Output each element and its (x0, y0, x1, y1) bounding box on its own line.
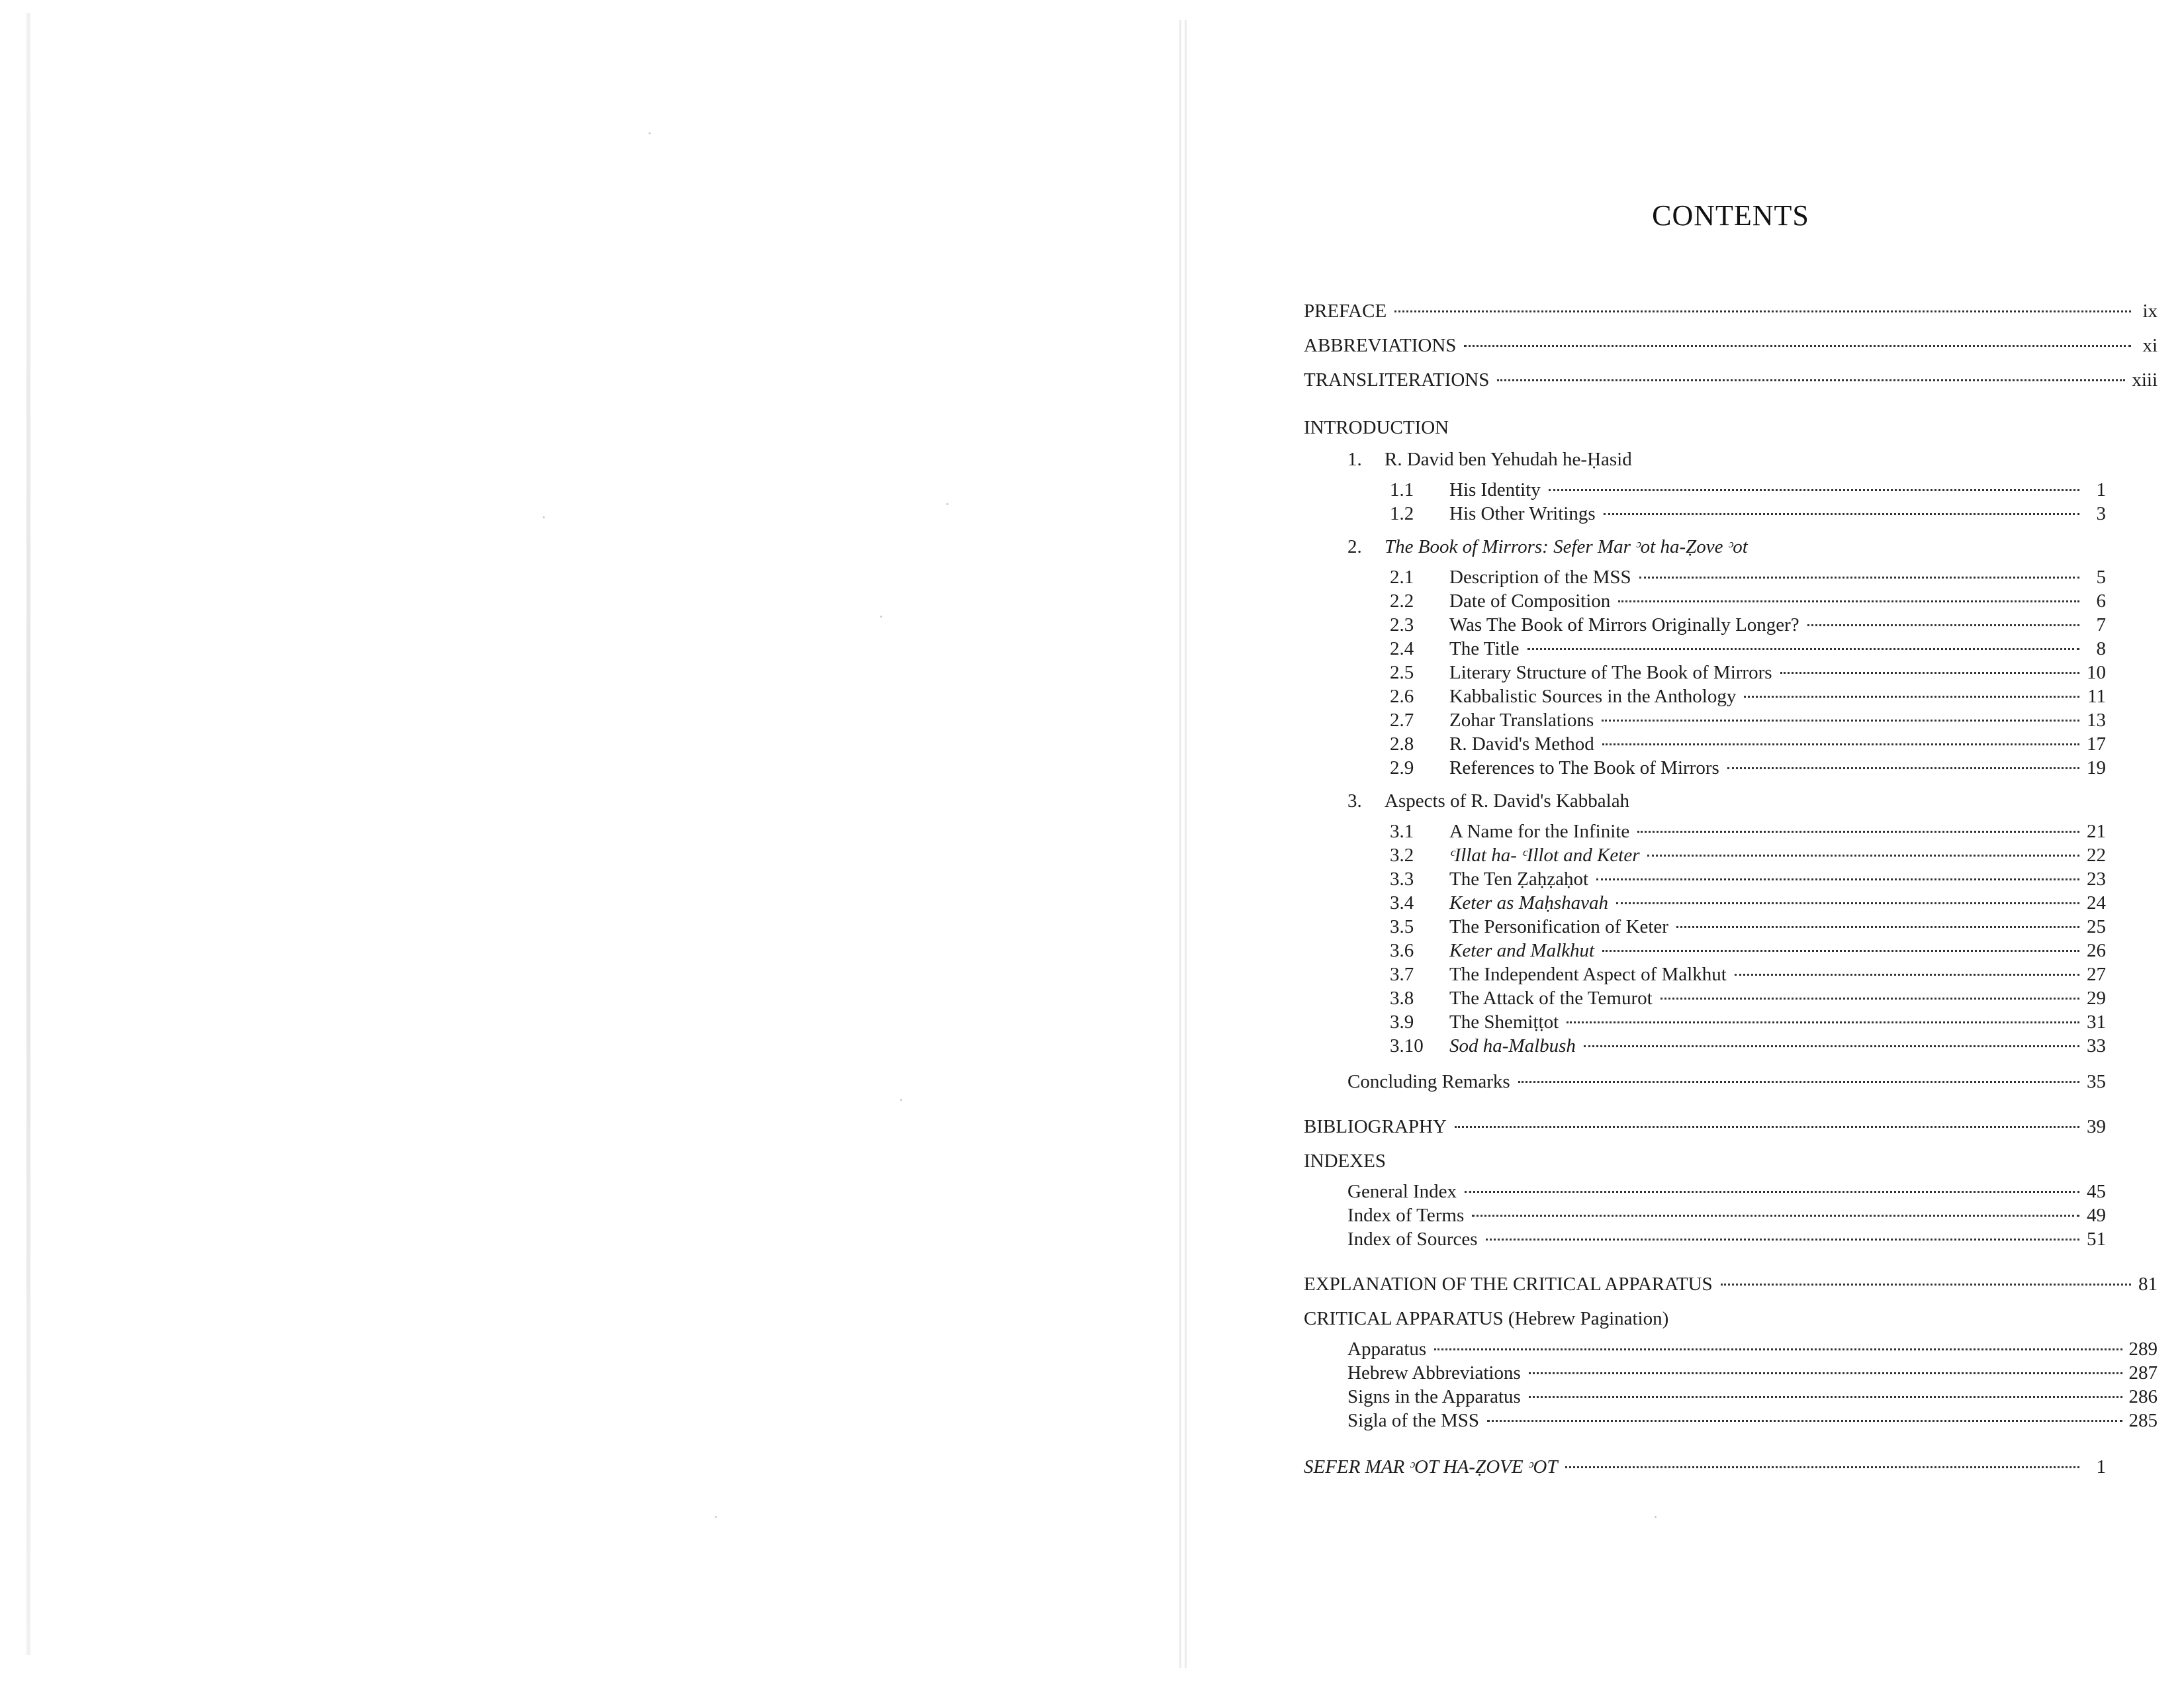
toc-entry-sigla-of-mss[interactable]: Sigla of the MSS 285 (1347, 1410, 2158, 1431)
leader-dots (1602, 720, 2079, 722)
toc-entry-2-2[interactable]: 2.2 Date of Composition 6 (1390, 590, 2106, 612)
leader-dots (1735, 974, 2079, 976)
toc-entry-apparatus[interactable]: Apparatus 289 (1347, 1338, 2158, 1360)
leader-dots (1464, 345, 2131, 347)
leader-dots (1604, 513, 2079, 515)
leader-dots (1518, 1081, 2079, 1083)
toc-entry-concluding-remarks[interactable]: Concluding Remarks 35 (1347, 1071, 2106, 1092)
section-heading-3: 3. Aspects of R. David's Kabbalah (1347, 790, 1630, 812)
toc-entry-2-1[interactable]: 2.1 Description of the MSS 5 (1390, 567, 2106, 588)
leader-dots (1487, 1420, 2122, 1422)
toc-entry-bibliography[interactable]: BIBLIOGRAPHY 39 (1304, 1116, 2106, 1137)
leader-dots (1394, 310, 2131, 312)
toc-entry-hebrew-abbreviations[interactable]: Hebrew Abbreviations 287 (1347, 1362, 2158, 1383)
leader-dots (1472, 1215, 2079, 1217)
paper-speck (880, 616, 882, 618)
leader-dots (1647, 855, 2079, 857)
leader-dots (1486, 1239, 2079, 1241)
toc-entry-2-9[interactable]: 2.9 References to The Book of Mirrors 19 (1390, 757, 2106, 778)
leader-dots (1661, 998, 2079, 1000)
toc-entry-3-9[interactable]: 3.9 The Shemiṭṭot 31 (1390, 1011, 2106, 1033)
leader-dots (1744, 696, 2079, 698)
toc-entry-3-4[interactable]: 3.4 Keter as Maḥshavah 24 (1390, 892, 2106, 914)
leader-dots (1529, 1372, 2122, 1374)
toc-entry-1-1[interactable]: 1.1 His Identity 1 (1390, 479, 2106, 500)
toc-entry-sefer[interactable]: SEFER MAR ᵓOT HA-ẒOVE ᵓOT 1 (1304, 1456, 2106, 1477)
contents-page (1304, 0, 2158, 1688)
toc-entry-3-2[interactable]: 3.2 ᶜIllat ha- ᶜIllot and Keter 22 (1390, 845, 2106, 866)
toc-entry-2-3[interactable]: 2.3 Was The Book of Mirrors Originally Longer? 7 (1390, 614, 2106, 635)
toc-entry-3-1[interactable]: 3.1 A Name for the Infinite 21 (1390, 821, 2106, 842)
paper-speck (715, 1516, 717, 1518)
leader-dots (1721, 1284, 2131, 1286)
leader-dots (1567, 1021, 2079, 1023)
table-of-contents (1304, 299, 2158, 1479)
leader-dots (1616, 902, 2079, 904)
toc-entry-preface[interactable]: PREFACE ix (1304, 301, 2158, 322)
toc-entry-abbreviations[interactable]: ABBREVIATIONS xi (1304, 335, 2158, 356)
leader-dots (1637, 831, 2079, 833)
toc-entry-2-7[interactable]: 2.7 Zohar Translations 13 (1390, 710, 2106, 731)
toc-entry-index-of-sources[interactable]: Index of Sources 51 (1347, 1229, 2106, 1250)
toc-entry-2-6[interactable]: 2.6 Kabbalistic Sources in the Anthology 11 (1390, 686, 2106, 707)
paper-speck (543, 516, 545, 518)
toc-entry-explanation[interactable]: EXPLANATION OF THE CRITICAL APPARATUS 81 (1304, 1274, 2158, 1295)
leader-dots (1676, 926, 2079, 928)
page-gutter-left (1179, 20, 1181, 1668)
toc-entry-3-3[interactable]: 3.3 The Ten Ẓaḥẓaḥot 23 (1390, 868, 2106, 890)
leader-dots (1434, 1348, 2122, 1350)
toc-entry-2-4[interactable]: 2.4 The Title 8 (1390, 638, 2106, 659)
leader-dots (1527, 648, 2079, 650)
paper-speck (946, 503, 948, 505)
heading-indexes: INDEXES (1304, 1150, 1387, 1172)
page-title: CONTENTS (1652, 199, 1809, 232)
toc-entry-index-of-terms[interactable]: Index of Terms 49 (1347, 1205, 2106, 1226)
toc-entry-1-2[interactable]: 1.2 His Other Writings 3 (1390, 503, 2106, 524)
paper-speck (900, 1099, 902, 1101)
leader-dots (1565, 1466, 2079, 1468)
heading-introduction: INTRODUCTION (1304, 417, 1449, 438)
leader-dots (1602, 743, 2079, 745)
toc-entry-general-index[interactable]: General Index 45 (1347, 1181, 2106, 1202)
leader-dots (1618, 600, 2079, 602)
page-gutter-right (1185, 20, 1187, 1668)
leader-dots (1780, 672, 2079, 674)
leader-dots (1529, 1396, 2122, 1398)
left-page-edge (26, 13, 30, 1655)
toc-entry-transliterations[interactable]: TRANSLITERATIONS xiii (1304, 369, 2158, 391)
leader-dots (1549, 489, 2079, 491)
toc-entry-2-5[interactable]: 2.5 Literary Structure of The Book of Mirrors 10 (1390, 662, 2106, 683)
paper-speck (649, 132, 651, 134)
toc-entry-3-6[interactable]: 3.6 Keter and Malkhut 26 (1390, 940, 2106, 961)
toc-entry-signs-in-apparatus[interactable]: Signs in the Apparatus 286 (1347, 1386, 2158, 1407)
toc-entry-3-7[interactable]: 3.7 The Independent Aspect of Malkhut 27 (1390, 964, 2106, 985)
toc-entry-3-10[interactable]: 3.10 Sod ha-Malbush 33 (1390, 1035, 2106, 1056)
leader-dots (1596, 878, 2079, 880)
toc-entry-3-8[interactable]: 3.8 The Attack of the Temurot 29 (1390, 988, 2106, 1009)
leader-dots (1584, 1045, 2079, 1047)
leader-dots (1807, 624, 2079, 626)
leader-dots (1727, 767, 2079, 769)
leader-dots (1455, 1126, 2079, 1128)
leader-dots (1602, 950, 2079, 952)
toc-entry-3-5[interactable]: 3.5 The Personification of Keter 25 (1390, 916, 2106, 937)
leader-dots (1639, 577, 2079, 579)
heading-critical-apparatus: CRITICAL APPARATUS (Hebrew Pagination) (1304, 1308, 1669, 1329)
toc-entry-2-8[interactable]: 2.8 R. David's Method 17 (1390, 733, 2106, 755)
leader-dots (1465, 1191, 2079, 1193)
leader-dots (1497, 379, 2125, 381)
section-heading-1: 1. R. David ben Yehudah he-Ḥasid (1347, 449, 1632, 470)
section-heading-2: 2. The Book of Mirrors: Sefer Mar ᵓot ha-Ẓove ᵓot (1347, 536, 1748, 557)
